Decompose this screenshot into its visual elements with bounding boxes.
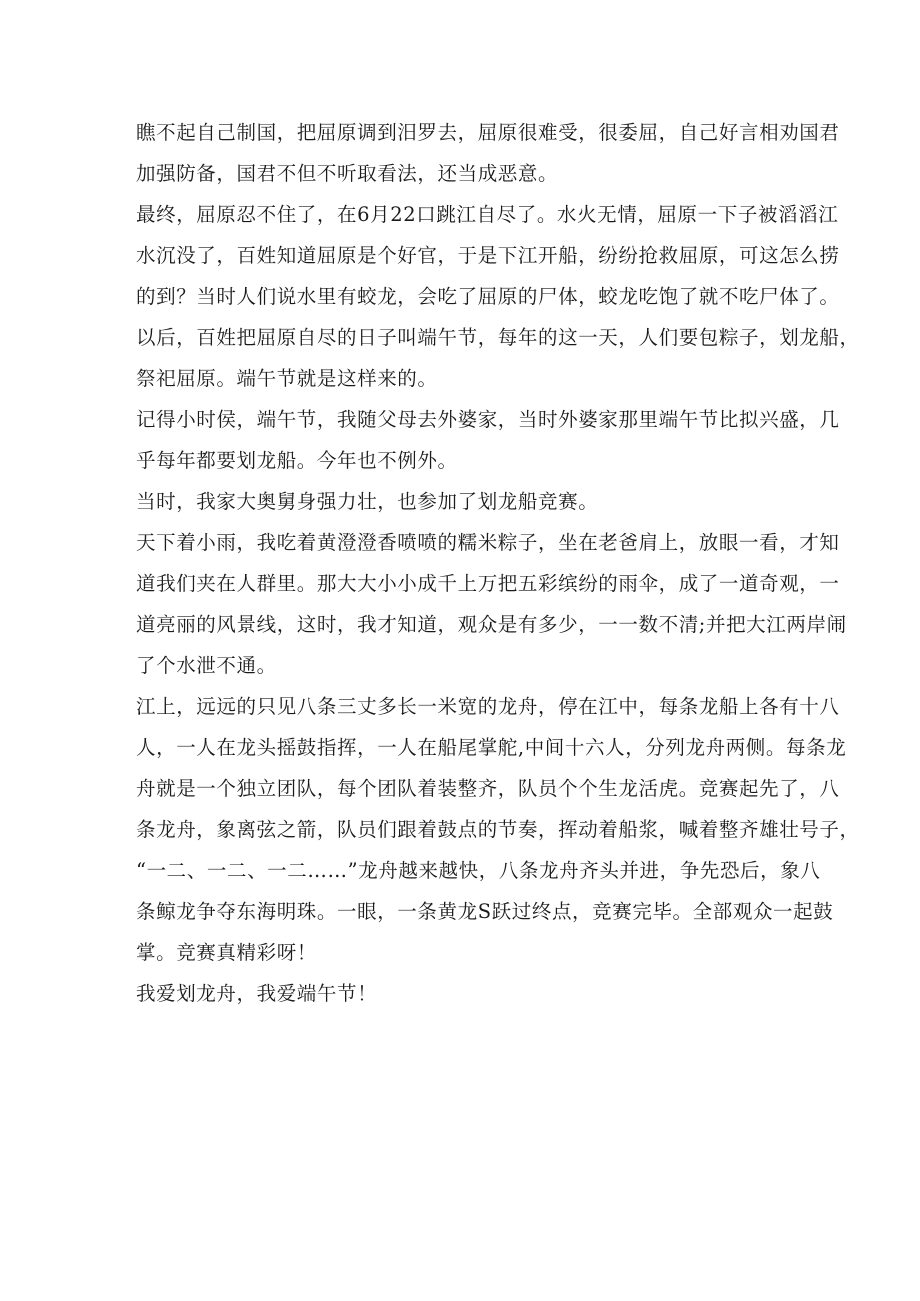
text-line: 道我们夹在人群里。那大大小小成千上万把五彩缤纷的雨伞，成了一道奇观，一	[136, 572, 840, 595]
text-line: 江上，远远的只见八条三丈多长一米宽的龙舟，停在江中，每条龙船上各有十八	[136, 695, 840, 718]
text-line: 当时，我家大奥舅身强力壮，也参加了划龙船竞赛。	[136, 490, 599, 513]
text-line: 加强防备，国君不但不听取看法，还当成恶意。	[136, 162, 559, 185]
text-line: 祭祀屈原。端午节就是这样来的。	[136, 367, 438, 390]
text-line: 以后，百姓把屈原自尽的日子叫端午节，每年的这一天，人们要包粽子，划龙船，	[136, 326, 860, 349]
text-line: 掌。竞赛真精彩呀！	[136, 941, 317, 964]
text-line: 天下着小雨，我吃着黄澄澄香喷喷的糯米粽子，坐在老爸肩上，放眼一看，才知	[136, 531, 840, 554]
text-line: 的到？当时人们说水里有蛟龙，会吃了屈原的尸体，蛟龙吃饱了就不吃尸体了。	[136, 285, 840, 308]
essay-body	[136, 112, 860, 1014]
text-line: 最终，屈原忍不住了，在6月22口跳江自尽了。水火无情，屈原一下子被滔滔江	[136, 203, 839, 226]
text-line: 记得小时侯，端午节，我随父母去外婆家，当时外婆家那里端午节比拟兴盛，几	[136, 408, 840, 431]
text-line: 人，一人在龙头摇鼓指挥，一人在船尾掌舵,中间十六人，分列龙舟两侧。每条龙	[136, 736, 847, 759]
text-line: 条龙舟，象离弦之箭，队员们跟着鼓点的节奏，挥动着船浆，喊着整齐雄壮号子，	[136, 818, 860, 841]
text-line: 瞧不起自己制国，把屈原调到汨罗去，屈原很难受，很委屈，自己好言相劝国君	[136, 121, 840, 144]
text-line: 舟就是一个独立团队，每个团队着装整齐，队员个个生龙活虎。竞赛起先了，八	[136, 777, 840, 800]
text-line: 条鲸龙争夺东海明珠。一眼，一条黄龙S跃过终点，竞赛完毕。全部观众一起鼓	[136, 900, 834, 923]
text-line: 乎每年都要划龙船。今年也不例外。	[136, 449, 458, 472]
text-line: 水沉没了，百姓知道屈原是个好官，于是下江开船，纷纷抢救屈原，可这怎么捞	[136, 244, 840, 267]
text-line: 我爱划龙舟，我爱端午节！	[136, 982, 378, 1005]
text-line: 道亮丽的风景线，这时，我才知道，观众是有多少，一一数不清;并把大江两岸闹	[136, 613, 847, 636]
text-line: “一二、一二、一二……”龙舟越来越快，八条龙舟齐头并进，争先恐后，象八	[136, 859, 821, 882]
text-line: 了个水泄不通。	[136, 654, 277, 677]
